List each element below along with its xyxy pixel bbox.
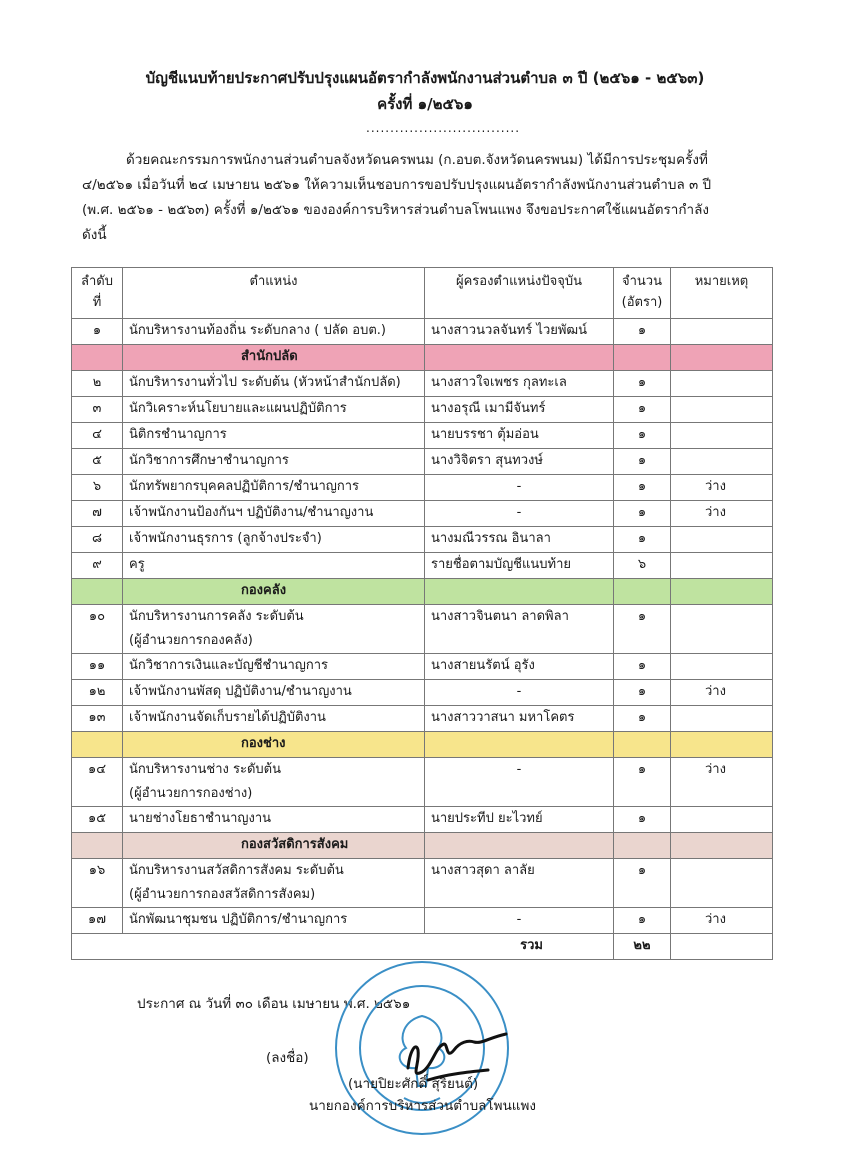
- row-position: เจ้าพนักงานพัสดุ ปฏิบัติงาน/ชำนาญงาน: [123, 680, 425, 706]
- row-holder: นายประทีป ยะไวทย์: [425, 807, 614, 833]
- row-no: ๑๐: [72, 605, 123, 654]
- row-position: เจ้าพนักงานป้องกันฯ ปฏิบัติงาน/ชำนาญงาน: [123, 501, 425, 527]
- row-count: ๑: [614, 605, 671, 654]
- section-cell: [671, 579, 773, 605]
- row-no: ๕: [72, 449, 123, 475]
- row-count: ๑: [614, 680, 671, 706]
- row-holder: นายบรรชา ตุ้มอ่อน: [425, 423, 614, 449]
- section-cell: [614, 579, 671, 605]
- row-no: ๑๑: [72, 654, 123, 680]
- document-subtitle: ครั้งที่ ๑/๒๕๖๑: [377, 95, 473, 113]
- row-count: ๑: [614, 449, 671, 475]
- row-note: [671, 859, 773, 908]
- row-position: นักพัฒนาชุมชน ปฏิบัติการ/ชำนาญการ: [123, 908, 425, 934]
- signer-title: นายกองค์การบริหารส่วนตำบลโพนแพง: [309, 1098, 536, 1114]
- row-no: ๑๕: [72, 807, 123, 833]
- row-position: นายช่างโยธาชำนาญงาน: [123, 807, 425, 833]
- row-no: ๒: [72, 371, 123, 397]
- row-no: ๑๒: [72, 680, 123, 706]
- row-note: [671, 423, 773, 449]
- row-note: [671, 449, 773, 475]
- row-count: ๑: [614, 423, 671, 449]
- row-holder: -: [425, 475, 614, 501]
- table-row: [72, 371, 773, 397]
- row-position: นักบริหารงานช่าง ระดับต้น: [129, 762, 281, 777]
- row-note: [671, 654, 773, 680]
- total-count: ๒๒: [614, 934, 671, 960]
- row-position-cell: [123, 859, 425, 908]
- row-no: ๖: [72, 475, 123, 501]
- section-cell: [614, 833, 671, 859]
- signer-name: (นายปิยะศักดิ์ สุริยนต์): [348, 1076, 479, 1092]
- row-holder: นางอรุณี เมามีจันทร์: [425, 397, 614, 423]
- total-row: [72, 934, 773, 960]
- row-count: ๑: [614, 654, 671, 680]
- row-holder: นางสาววาสนา มหาโคตร: [425, 706, 614, 732]
- intro-paragraph: [82, 148, 766, 248]
- row-count: ๑: [614, 397, 671, 423]
- table-row: [72, 475, 773, 501]
- table-row: [72, 449, 773, 475]
- row-position: นักวิชาการเงินและบัญชีชำนาญการ: [123, 654, 425, 680]
- header-note: หมายเหตุ: [671, 268, 773, 319]
- title-separator: ................................: [366, 121, 521, 135]
- row-position-cell: [123, 758, 425, 807]
- row-position-cell: [123, 605, 425, 654]
- section-cell: [614, 732, 671, 758]
- section-cell: [671, 833, 773, 859]
- section-cell: [72, 833, 123, 859]
- announcement-date: ประกาศ ณ วันที่ ๓๐ เดือน เมษายน พ.ศ. ๒๕๖๑: [137, 996, 411, 1012]
- row-position: นักวิเคราะห์นโยบายและแผนปฏิบัติการ: [123, 397, 425, 423]
- row-count: ๑: [614, 475, 671, 501]
- row-count: ๑: [614, 758, 671, 807]
- row-count: ๑: [614, 371, 671, 397]
- row-holder: นางมณีวรรณ อินาลา: [425, 527, 614, 553]
- row-note: [671, 605, 773, 654]
- section-cell: [72, 732, 123, 758]
- row-count: ๑: [614, 859, 671, 908]
- intro-line: ๔/๒๕๖๑ เมื่อวันที่ ๒๔ เมษายน ๒๕๖๑ ให้ความเห็นชอบการขอปรับปรุงแผนอัตรากำลังพนักงานส่วนตำบล ๓ ปี: [82, 177, 712, 193]
- row-note: ว่าง: [671, 908, 773, 934]
- row-holder: -: [425, 908, 614, 934]
- row-holder: นางสายนรัตน์ อุรัง: [425, 654, 614, 680]
- section-row: [72, 833, 773, 859]
- table-row: [72, 397, 773, 423]
- table-row: [72, 706, 773, 732]
- section-cell: [671, 345, 773, 371]
- row-note: [671, 706, 773, 732]
- header-count: จำนวน (อัตรา): [614, 268, 671, 319]
- row-position: นิติกรชำนาญการ: [123, 423, 425, 449]
- section-cell: [72, 345, 123, 371]
- section-label: สำนักปลัด: [123, 345, 425, 371]
- table-row: [72, 553, 773, 579]
- row-position: นักบริหารงานท้องถิ่น ระดับกลาง ( ปลัด อบต.): [123, 319, 425, 345]
- row-holder: นางสาวสุดา ลาลัย: [425, 859, 614, 908]
- section-cell: [425, 579, 614, 605]
- row-count: ๑: [614, 319, 671, 345]
- row-count: ๑: [614, 807, 671, 833]
- row-count: ๑: [614, 501, 671, 527]
- row-position: เจ้าพนักงานจัดเก็บรายได้ปฏิบัติงาน: [123, 706, 425, 732]
- row-no: ๑๓: [72, 706, 123, 732]
- row-count: ๑: [614, 706, 671, 732]
- section-cell: [425, 833, 614, 859]
- header-holder: ผู้ครองตำแหน่งปัจจุบัน: [425, 268, 614, 319]
- row-note: ว่าง: [671, 758, 773, 807]
- row-position: ครู: [123, 553, 425, 579]
- intro-line: ด้วยคณะกรรมการพนักงานส่วนตำบลจังหวัดนครพนม (ก.อบต.จังหวัดนครพนม) ได้มีการประชุมครั้งที่: [126, 152, 708, 168]
- section-cell: [614, 345, 671, 371]
- intro-line: (พ.ศ. ๒๕๖๑ - ๒๕๖๓) ครั้งที่ ๑/๒๕๖๑ ขององค์การบริหารส่วนตำบลโพนแพง จึงขอประกาศใช้แผนอัตรากำลัง: [82, 202, 709, 218]
- section-cell: [72, 579, 123, 605]
- row-position-sub: (ผู้อำนวยการกองช่าง): [129, 786, 253, 801]
- table-row: [72, 319, 773, 345]
- row-position-sub: (ผู้อำนวยการกองสวัสดิการสังคม): [129, 887, 316, 902]
- row-position: นักบริหารงานสวัสดิการสังคม ระดับต้น: [129, 863, 344, 878]
- row-note: [671, 319, 773, 345]
- row-note: ว่าง: [671, 680, 773, 706]
- table-row: [72, 807, 773, 833]
- row-no: ๑๔: [72, 758, 123, 807]
- header-position: ตำแหน่ง: [123, 268, 425, 319]
- staffing-table: [71, 267, 773, 960]
- row-note: ว่าง: [671, 501, 773, 527]
- row-holder: -: [425, 680, 614, 706]
- table-row: [72, 859, 773, 908]
- intro-line: ดังนี้: [82, 227, 107, 243]
- row-no: ๑๖: [72, 859, 123, 908]
- section-row: [72, 579, 773, 605]
- table-row: [72, 680, 773, 706]
- table-row: [72, 527, 773, 553]
- row-count: ๑: [614, 527, 671, 553]
- row-no: ๔: [72, 423, 123, 449]
- table-row: [72, 605, 773, 654]
- signed-label: (ลงชื่อ): [266, 1050, 309, 1066]
- document-title: บัญชีแนบท้ายประกาศปรับปรุงแผนอัตรากำลังพนักงานส่วนตำบล ๓ ปี (๒๕๖๑ - ๒๕๖๓): [145, 69, 705, 87]
- table-row: [72, 908, 773, 934]
- row-holder: นางสาวนวลจันทร์ ไวยพัฒน์: [425, 319, 614, 345]
- section-cell: [425, 345, 614, 371]
- table-row: [72, 654, 773, 680]
- section-cell: [671, 732, 773, 758]
- total-label: รวม: [72, 934, 614, 960]
- row-count: ๑: [614, 908, 671, 934]
- row-note: [671, 807, 773, 833]
- row-holder: นางสาวจินตนา ลาดพิลา: [425, 605, 614, 654]
- row-holder: นางวิจิตรา สุนทวงษ์: [425, 449, 614, 475]
- row-holder: -: [425, 501, 614, 527]
- row-count: ๖: [614, 553, 671, 579]
- table-row: [72, 501, 773, 527]
- total-note: [671, 934, 773, 960]
- section-cell: [425, 732, 614, 758]
- table-row: [72, 423, 773, 449]
- row-position: นักบริหารงานทั่วไป ระดับต้น (หัวหน้าสำนักปลัด): [123, 371, 425, 397]
- row-note: [671, 371, 773, 397]
- section-row: [72, 732, 773, 758]
- row-no: ๑๗: [72, 908, 123, 934]
- row-note: [671, 527, 773, 553]
- row-position: นักวิชาการศึกษาชำนาญการ: [123, 449, 425, 475]
- section-label: กองช่าง: [123, 732, 425, 758]
- row-position: นักบริหารงานการคลัง ระดับต้น: [129, 609, 304, 624]
- row-no: ๙: [72, 553, 123, 579]
- row-note: [671, 397, 773, 423]
- row-position: นักทรัพยากรบุคคลปฏิบัติการ/ชำนาญการ: [123, 475, 425, 501]
- row-note: ว่าง: [671, 475, 773, 501]
- row-position: เจ้าพนักงานธุรการ (ลูกจ้างประจำ): [123, 527, 425, 553]
- row-note: [671, 553, 773, 579]
- section-label: กองคลัง: [123, 579, 425, 605]
- section-row: [72, 345, 773, 371]
- header-no: ลำดับที่: [72, 268, 123, 319]
- row-no: ๑: [72, 319, 123, 345]
- row-holder: นางสาวใจเพชร กุลทะเล: [425, 371, 614, 397]
- row-holder: รายชื่อตามบัญชีแนบท้าย: [425, 553, 614, 579]
- table-header-row: [72, 268, 773, 319]
- section-label: กองสวัสดิการสังคม: [123, 833, 425, 859]
- row-position-sub: (ผู้อำนวยการกองคลัง): [129, 633, 253, 648]
- row-holder: -: [425, 758, 614, 807]
- row-no: ๓: [72, 397, 123, 423]
- row-no: ๘: [72, 527, 123, 553]
- table-row: [72, 758, 773, 807]
- row-no: ๗: [72, 501, 123, 527]
